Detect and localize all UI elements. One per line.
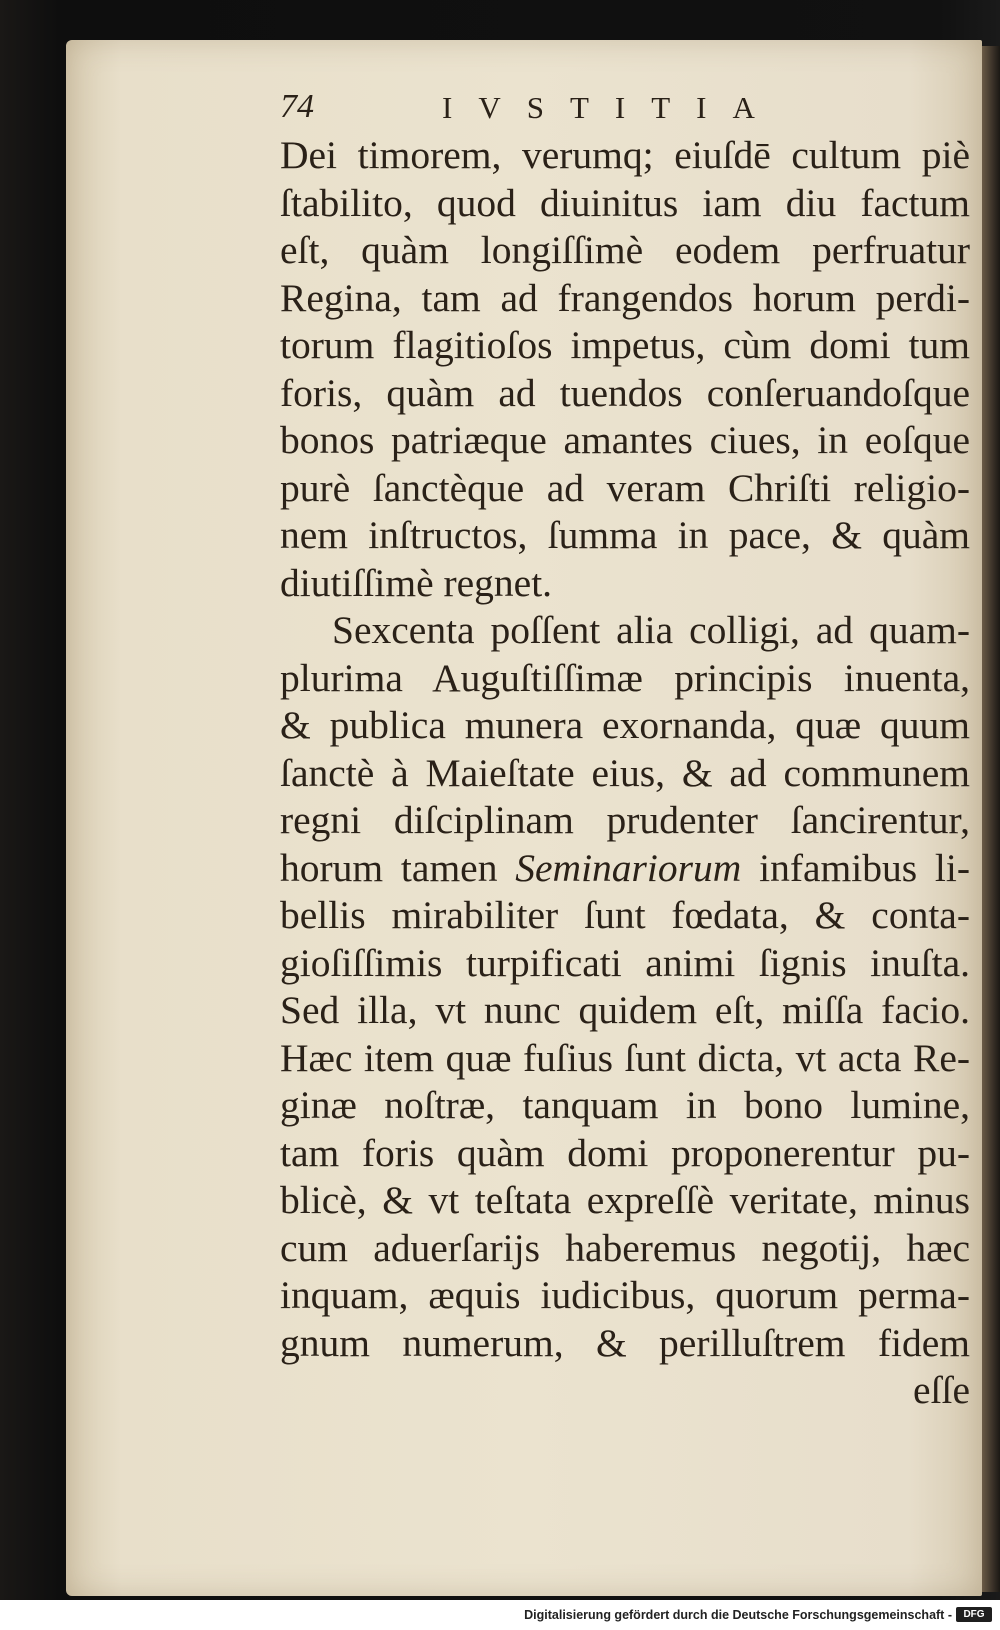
text-line: ginæ noſtræ, tanquam in bono lumine, (280, 1083, 970, 1127)
page-edge-shadow (982, 46, 1000, 1592)
text-line: torum flagitioſos impetus, cùm domi tum (280, 323, 970, 367)
text-line: diutiſſimè regnet. (280, 560, 553, 605)
text-line: inquam, æquis iudicibus, quorum perma- (280, 1273, 970, 1317)
footer-credit: Digitalisierung gefördert durch die Deutsche Forschungsgemeinschaft - (524, 1608, 952, 1622)
text-line: gnum numerum, & perilluſtrem fidem (280, 1320, 970, 1365)
italic-term: Seminariorum (515, 845, 742, 890)
body-text (280, 132, 970, 1415)
text-line: bonos patriæque amantes ciues, in eoſque (280, 418, 970, 462)
text-line: bellis mirabiliter ſunt fœdata, & conta- (280, 893, 970, 937)
text-segment: horum tamen (280, 845, 516, 890)
text-line: foris, quàm ad tuendos conſeruandoſque (280, 370, 970, 415)
text-line: & publica munera exornanda, quæ quum (280, 703, 970, 747)
running-head (280, 88, 970, 132)
text-line: gioſiſſimis turpificati animi ſignis inuſta. (280, 940, 970, 985)
text-line: regni diſciplinam prudenter ſancirentur, (280, 798, 970, 842)
text-line: Dei timorem, verumq; eiuſdē cultum piè (280, 133, 970, 177)
text-line: Hæc item quæ fuſius ſunt dicta, vt acta Re- (280, 1035, 970, 1080)
dfg-logo: DFG (956, 1607, 992, 1622)
text-line: purè ſanctèque ad veram Chriſti religio- (280, 465, 970, 510)
digitization-footer (0, 1600, 1000, 1630)
text-line: cum aduerſarijs haberemus negotij, hæc (280, 1225, 970, 1270)
text-line: Regina, tam ad frangendos horum perdi- (280, 275, 970, 320)
text-line: Sed illa, vt nunc quidem eſt, miſſa facio. (280, 988, 970, 1032)
catchword: eſſe (912, 1368, 970, 1412)
text-line: nem inſtructos, ſumma in pace, & quàm (280, 513, 970, 557)
text-line: blicè, & vt teſtata expreſſè veritate, minus (280, 1178, 970, 1222)
page-text-block (280, 88, 970, 1415)
text-line-with-italic (280, 845, 970, 893)
text-segment: infamibus li- (741, 845, 970, 890)
text-line: Sexcenta poſſent alia colligi, ad quam- (332, 608, 970, 652)
text-line: ſtabilito, quod diuinitus iam diu factum (280, 180, 970, 225)
text-line: plurima Auguſtiſſimæ principis inuenta, (280, 655, 970, 700)
text-line: ſanctè à Maieſtate eius, & ad communem (280, 750, 970, 795)
text-line: tam foris quàm domi proponerentur pu- (280, 1130, 970, 1175)
text-line: eſt, quàm longiſſimè eodem perfruatur (280, 228, 970, 272)
page-number: 74 (280, 88, 314, 125)
running-title: IVSTITIA (442, 90, 781, 125)
